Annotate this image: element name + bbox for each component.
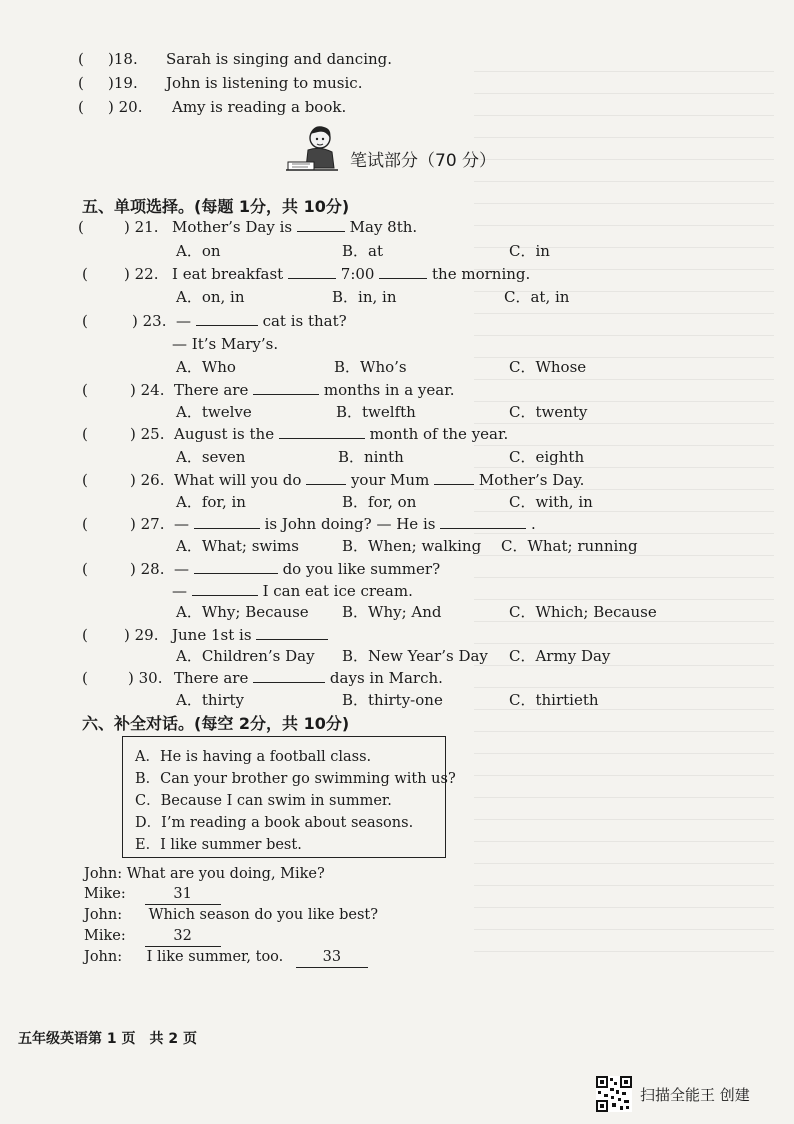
answer-blank[interactable] xyxy=(253,379,319,395)
question-20: ( ) 20. Amy is reading a book. xyxy=(78,98,347,116)
dialogue-line-5: John: I like summer, too. 33 xyxy=(84,947,368,967)
written-section-title: 笔试部分（70 分） xyxy=(350,151,497,171)
question-26-options: A．for, in B．for, on C．with, in xyxy=(176,493,593,511)
question-27: ( ) 27. — is John doing? — He is . xyxy=(82,515,536,533)
question-28: ( ) 28. — do you like summer? xyxy=(82,560,441,578)
dialogue-line-1: John: What are you doing, Mike? xyxy=(84,866,325,882)
question-25: ( ) 25. August is the month of the year. xyxy=(82,425,509,443)
question-21-options: A．on B．at C．in xyxy=(176,242,550,260)
question-24-options: A．twelve B．twelfth C．twenty xyxy=(176,403,588,421)
question-23-line2: — It’s Mary’s. xyxy=(172,335,279,353)
option-c: C．Because I can swim in summer. xyxy=(135,793,392,809)
question-30-options: A．thirty B．thirty-one C．thirtieth xyxy=(176,691,599,709)
question-19: ( )19. John is listening to music. xyxy=(78,74,363,92)
answer-blank-33[interactable]: 33 xyxy=(296,947,368,968)
scanner-watermark: 扫描全能王 创建 xyxy=(640,1086,750,1104)
question-30: ( ) 30. There are days in March. xyxy=(82,669,443,687)
answer-blank[interactable] xyxy=(440,513,526,529)
question-22-options: A．on, in B．in, in C．at, in xyxy=(176,288,570,306)
dialogue-line-2: Mike: 31 xyxy=(84,884,221,904)
answer-blank[interactable] xyxy=(434,469,474,485)
answer-blank[interactable] xyxy=(306,469,346,485)
question-29: ( ) 29. June 1st is xyxy=(78,624,754,646)
question-28-options: A．Why; Because B．Why; And C．Which; Because xyxy=(176,603,657,621)
option-d: D．I’m reading a book about seasons. xyxy=(135,815,414,831)
qr-code-icon xyxy=(596,1076,632,1112)
options-box xyxy=(122,736,456,858)
page-footer: 五年级英语第 1 页 共 2 页 xyxy=(18,1031,197,1047)
option-e: E．I like summer best. xyxy=(135,837,302,853)
answer-blank[interactable] xyxy=(253,667,325,683)
answer-blank[interactable] xyxy=(196,310,258,326)
question-18: ( )18. Sarah is singing and dancing. xyxy=(78,50,393,68)
question-23: ( ) 23. — cat is that? xyxy=(82,312,347,330)
question-25-options: A．seven B．ninth C．eighth xyxy=(176,448,585,466)
question-21: ( ) 21. Mother’s Day is May 8th. xyxy=(78,218,418,236)
question-23-options: A．Who B．Who’s C．Whose xyxy=(176,358,587,376)
student-writing-illustration xyxy=(284,124,340,174)
section5-title: 五、单项选择。(每题 1分，共 10分) xyxy=(82,197,350,216)
answer-blank[interactable] xyxy=(379,263,427,279)
question-27-options: A．What; swims B．When; walking C．What; running xyxy=(176,537,638,555)
question-29-options: A．Children’s Day B．New Year’s Day C．Army Day xyxy=(176,647,611,665)
option-b: B．Can your brother go swimming with us? xyxy=(135,771,456,787)
question-28-line2: — I can eat ice cream. xyxy=(172,582,413,600)
answer-blank[interactable] xyxy=(297,216,345,232)
answer-blank[interactable] xyxy=(194,558,278,574)
answer-blank[interactable] xyxy=(256,624,328,640)
answer-blank[interactable] xyxy=(192,580,258,596)
answer-blank[interactable] xyxy=(288,263,336,279)
question-26: ( ) 26. What will you do your Mum Mother’s Day. xyxy=(82,471,585,489)
answer-blank-32[interactable]: 32 xyxy=(145,926,221,947)
answer-blank[interactable] xyxy=(194,513,260,529)
section6-title: 六、补全对话。(每空 2分，共 10分) xyxy=(82,714,350,733)
option-a: A．He is having a football class. xyxy=(135,749,372,765)
question-24: ( ) 24. There are months in a year. xyxy=(82,381,455,399)
dialogue-line-4: Mike: 32 xyxy=(84,926,221,946)
answer-blank[interactable] xyxy=(279,423,365,439)
answer-blank-31[interactable]: 31 xyxy=(145,884,221,905)
question-22: ( ) 22. I eat breakfast 7:00 the morning. xyxy=(82,265,531,283)
dialogue-line-3: John: Which season do you like best? xyxy=(84,907,378,923)
